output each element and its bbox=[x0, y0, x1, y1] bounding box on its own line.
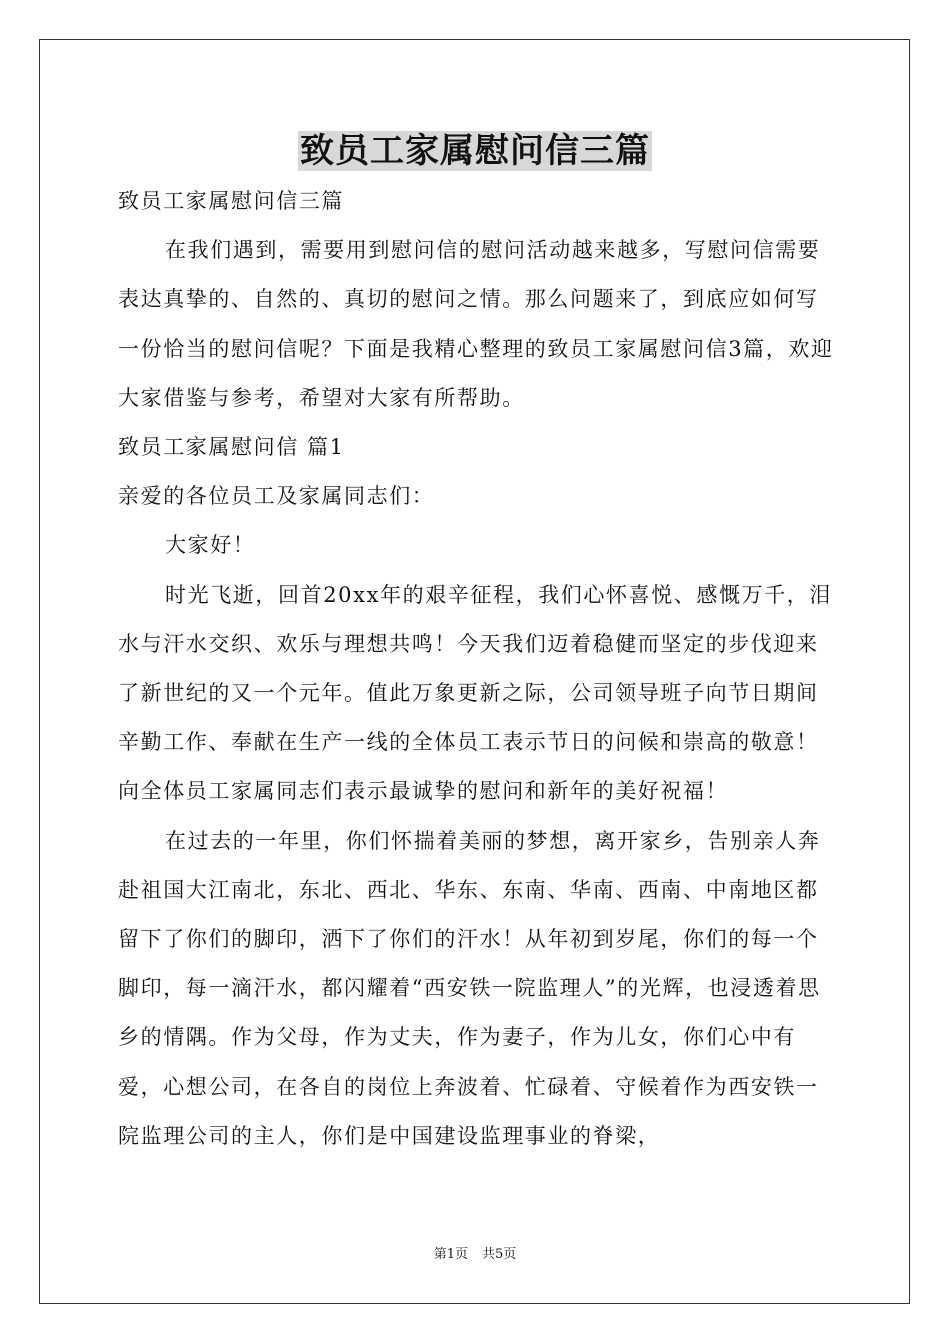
page-number: 第1页 bbox=[433, 1247, 468, 1262]
body-paragraph: 在过去的一年里，你们怀揣着美丽的梦想，离开家乡，告别亲人奔赴祖国大江南北，东北、西北、华东、东南、华南、西南、中南地区都留下了你们的脚印，洒下了你们的汗水！从年初到岁尾，你们的每一个脚印，每一滴汗水，都闪耀着“西安铁一院监理人”的光辉，也浸透着思乡的情隅。作为父母，作为丈夫，作为妻子，作为儿女，你们心中有爱，心想公司，在各自的岗位上奔波着、忙碌着、守候着作为西安铁一院监理公司的主人，你们是中国建设监理事业的脊梁， bbox=[118, 828, 821, 1148]
document-body bbox=[118, 177, 834, 1161]
section-heading: 致员工家属慰问信 篇1 bbox=[118, 435, 345, 460]
intro-paragraph: 在我们遇到，需要用到慰问信的慰问活动越来越多，写慰问信需要表达真挚的、自然的、真切的慰问之情。那么问题来了，到底应如何写一份恰当的慰问信呢？下面是我精心整理的致员工家属慰问信3篇，欢迎大家借鉴与参考，希望对大家有所帮助。 bbox=[118, 238, 834, 410]
page-total: 共5页 bbox=[482, 1247, 517, 1262]
body-paragraph: 时光飞逝，回首20xx年的艰辛征程，我们心怀喜悦、感慨万千，泪水与汗水交织、欢乐与理想共鸣！今天我们迈着稳健而坚定的步伐迎来了新世纪的又一个元年。值此万象更新之际，公司领导班子向节日期间辛勤工作、奉献在生产一线的全体员工表示节日的问候和崇高的敬意！向全体员工家属同志们表示最诚挚的慰问和新年的美好祝福！ bbox=[118, 582, 833, 804]
document-title-text: 致员工家属慰问信三篇 bbox=[300, 131, 650, 171]
greeting: 大家好！ bbox=[165, 533, 256, 558]
subtitle-line: 致员工家属慰问信三篇 bbox=[118, 189, 344, 213]
page-footer bbox=[0, 1246, 950, 1264]
salutation: 亲爱的各位员工及家属同志们： bbox=[118, 484, 435, 509]
document-title bbox=[0, 130, 950, 172]
